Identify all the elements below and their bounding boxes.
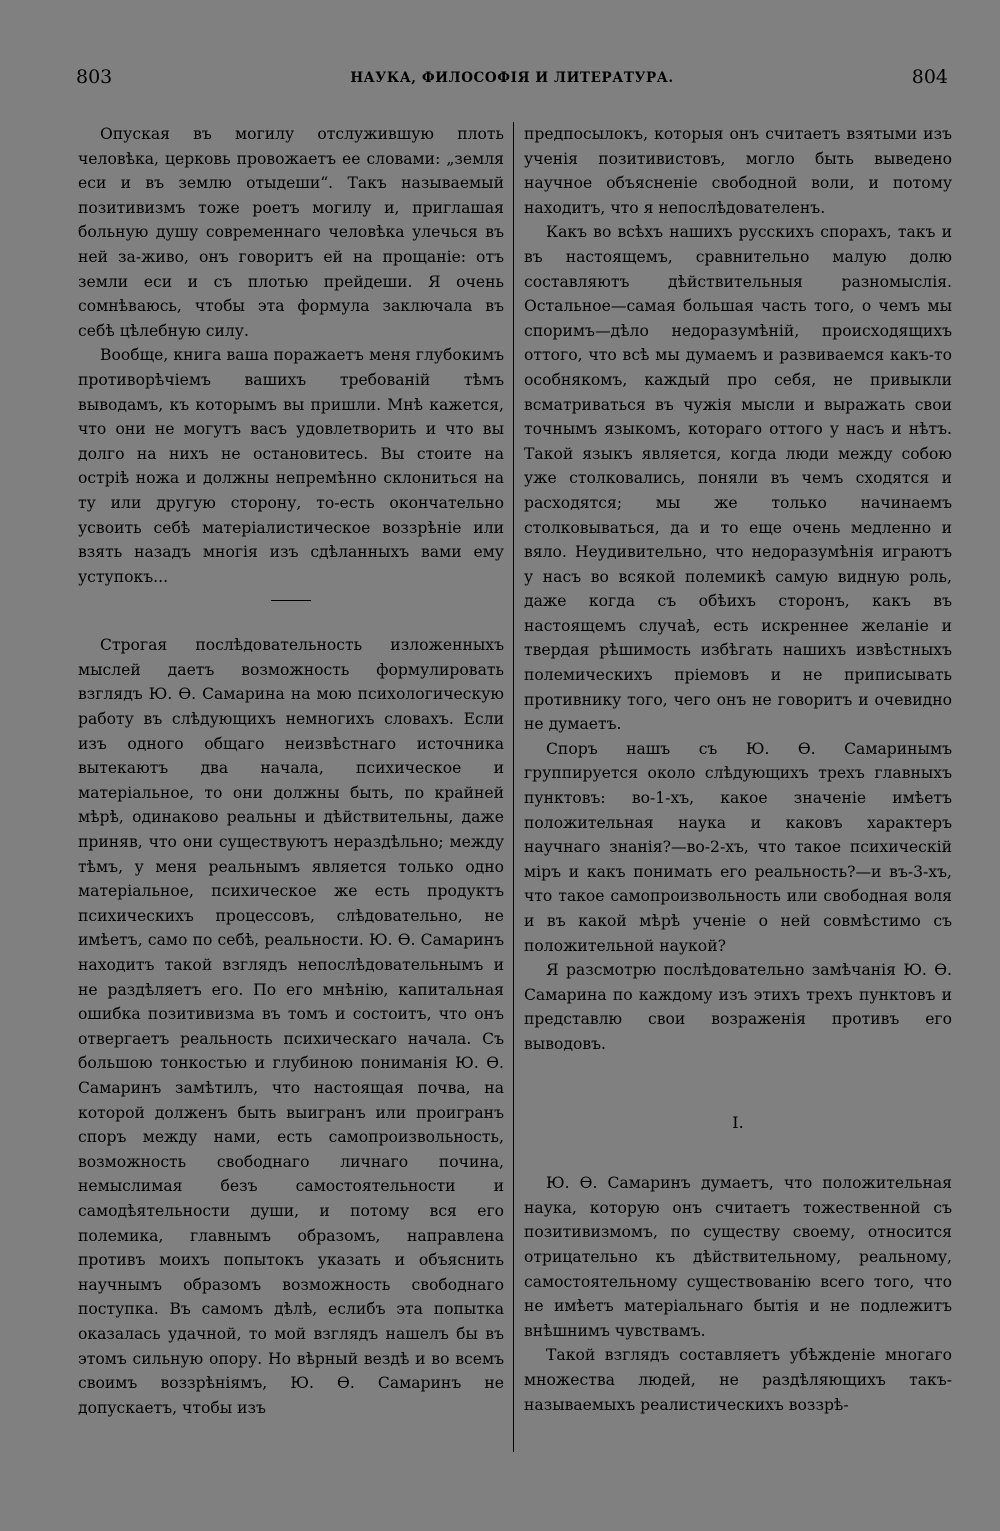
right-paragraph-1: предпосылокъ, которыя онъ считаетъ взятыми изъ ученія позитивистовъ, могло быть выведено научное объясненіе свободной воли, и потому находитъ, что я непослѣдователенъ. [524, 125, 952, 217]
right-page-number: 804 [911, 66, 948, 88]
left-paragraph-2: Вообще, книга ваша поражаетъ меня глубокимъ противорѣчіемъ вашихъ требованій тѣмъ выводамъ, къ которымъ вы пришли. Мнѣ кажется, что они не могутъ васъ удовлетворить и что вы долго на нихъ не остановитесь. Вы стоите на остріѣ ножа и должны непремѣнно склониться на ту или другую сторону, то-есть окончательно усвоить себѣ матеріалистическое воззрѣніе или взять назадъ многія изъ сдѣланныхъ вами ему уступокъ... [78, 346, 504, 586]
right-paragraph-5: Ю. Ѳ. Самаринъ думаетъ, что положительная наука, которую онъ считаетъ тожественной съ позитивизмомъ, по существу своему, относится отрицательно къ дѣйствительному, реальному, самостоятельному существованію всего того, что не имѣетъ матеріальнаго бытія и не подлежитъ внѣшнимъ чувствамъ. [524, 1174, 952, 1340]
section-number: I. [732, 1112, 744, 1132]
right-paragraph-2: Какъ во всѣхъ нашихъ русскихъ спорахъ, такъ и въ настоящемъ, сравнительно малую долю составляютъ дѣйствительныя разномыслія. Остальное—самая большая часть того, о чемъ мы споримъ—дѣло недоразумѣній, происходящихъ оттого, что всѣ мы думаемъ и развиваемся какъ-то особнякомъ, каждый про себя, не привыкли всматриваться въ чужія мысли и выражать свои точнымъ языкомъ, котораго оттого у насъ и нѣтъ. Такой языкъ является, когда люди между собою уже столковались, поняли въ чемъ сходятся и расходятся; мы же только начинаемъ столковываться, да и то еще очень медленно и вяло. Неудивительно, что недоразумѣнія играютъ у насъ во всякой полемикѣ самую видную роль, даже когда съ обѣихъ сторонъ, какъ въ настоящемъ случаѣ, есть искреннее желаніе и твердая рѣшимость избѣгать нашихъ извѣстныхъ полемическихъ пріемовъ и не приписывать противнику того, чего онъ не говоритъ и очевидно не думаетъ. [524, 223, 952, 734]
right-column [524, 122, 952, 1417]
left-column [78, 122, 504, 1420]
right-paragraph-6: Такой взглядъ составляетъ убѣжденіе многаго множества людей, не раздѣляющихъ такъ-называемыхъ реалистическихъ воззрѣ- [524, 1346, 952, 1414]
section-separator-rule [271, 600, 311, 601]
running-title: НАУКА, ФИЛОСОФІЯ И ЛИТЕРАТУРА. [350, 70, 674, 86]
left-page-number: 803 [76, 66, 113, 88]
right-paragraph-3: Споръ нашъ съ Ю. Ѳ. Самаринымъ группируется около слѣдующихъ трехъ главныхъ пунктовъ: во-1-хъ, какое значеніе имѣетъ положительная наука и каковъ характеръ научнаго знанія?—во-2-хъ, что такое психическій міръ и какъ понимать его реальность?—и въ-3-хъ, что такое самопроизвольность или свободная воля и въ какой мѣрѣ ученіе о ней совмѣстимо съ положительной наукой? [524, 739, 952, 955]
column-divider [513, 122, 514, 1452]
right-paragraph-4: Я разсмотрю послѣдовательно замѣчанія Ю. Ѳ. Самарина по каждому изъ этихъ трехъ пунктовъ и представлю свои возраженія противъ его выводовъ. [524, 961, 952, 1053]
left-paragraph-3: Строгая послѣдовательность изложенныхъ мыслей даетъ возможность формулировать взглядъ Ю. Ѳ. Самарина на мою психологическую работу въ слѣдующихъ немногихъ словахъ. Если изъ одного общаго неизвѣстнаго источника вытекаютъ два начала, психическое и матеріальное, то они должны быть, по крайней мѣрѣ, одинаково реальны и дѣйствительны, даже приняв, что они существуютъ нераздѣльно; между тѣмъ, у меня реальнымъ является только одно матеріальное, психическое же есть продуктъ психическихъ процессовъ, слѣдовательно, не имѣетъ, само по себѣ, реальности. Ю. Ѳ. Самаринъ находитъ такой взглядъ непослѣдовательнымъ и не раздѣляетъ его. По его мнѣнію, капитальная ошибка позитивизма въ томъ и состоитъ, что онъ отвергаетъ реальность психическаго начала. Съ большою тонкостью и глубиною пониманія Ю. Ѳ. Самаринъ замѣтилъ, что настоящая почва, на которой долженъ быть выигранъ или проигранъ споръ между нами, есть самопроизвольность, возможность свободнаго личнаго почина, немыслимая безъ самостоятельности и самодѣятельности души, и потому вся его полемика, главнымъ образомъ, направлена противъ моихъ попытокъ указать и объяснить научнымъ образомъ возможность свободнаго поступка. Въ самомъ дѣлѣ, еслибъ эта попытка оказалась удачной, то мой взглядъ нашелъ бы въ этомъ сильную опору. Но вѣрный вездѣ и во всемъ своимъ воззрѣніямъ, Ю. Ѳ. Самаринъ не допускаетъ, чтобы изъ [78, 636, 504, 1417]
running-header [76, 66, 948, 96]
left-paragraph-1: Опуская въ могилу отслужившую плоть человѣка, церковь провожаетъ ее словами: „земля еси и въ землю отыдеши“. Такъ называемый позитивизмъ тоже роетъ могилу и, приглашая больную душу современнаго человѣка улечься въ ней за-живо, онъ говоритъ ей на прощаніе: отъ земли еси и съ плотью прейдеши. Я очень сомнѣваюсь, чтобы эта формула заключала въ себѣ цѣлебную силу. [78, 125, 504, 340]
